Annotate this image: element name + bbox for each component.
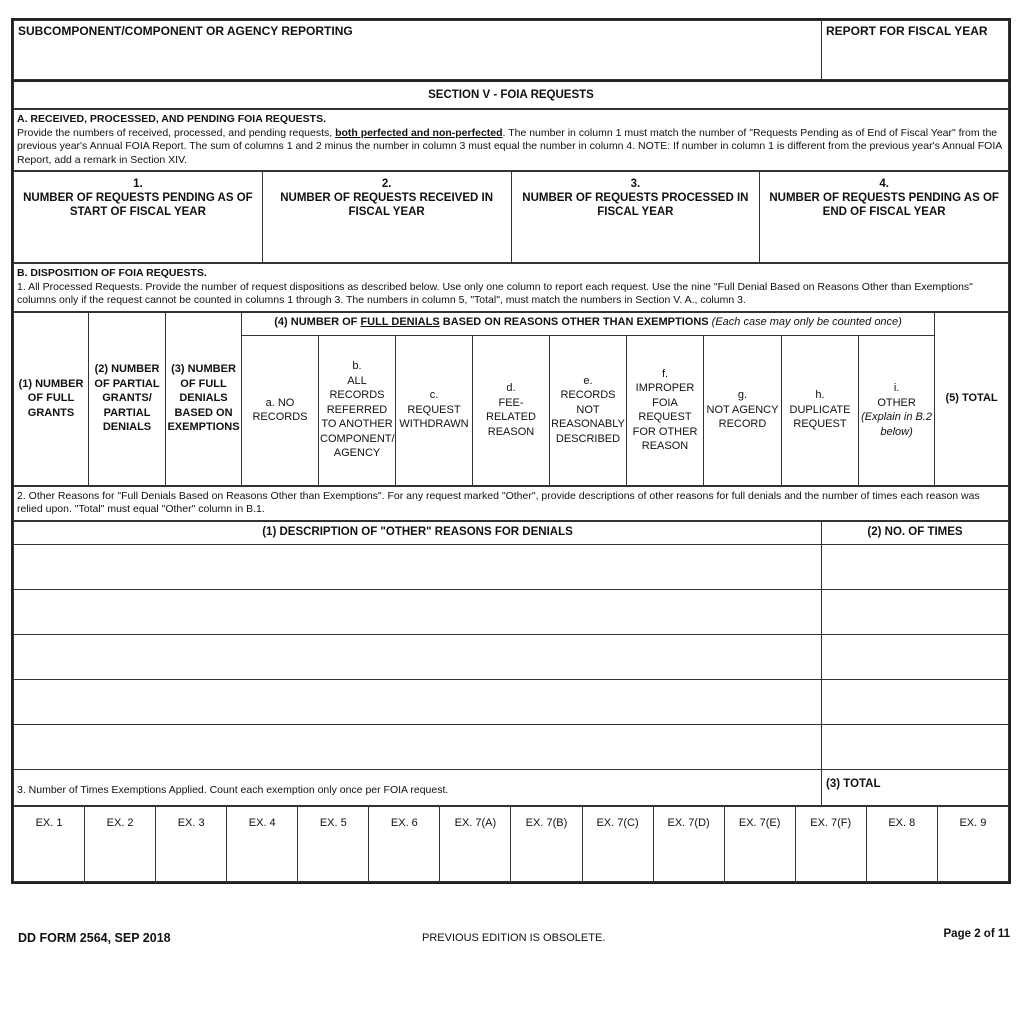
part-a-instructions — [14, 110, 1009, 171]
col-letter: b. — [352, 360, 362, 373]
col-letter: g. — [737, 389, 748, 402]
exemption-label: EX. 1 — [35, 817, 63, 829]
col-letter: e. — [583, 374, 593, 387]
agency-reporting-label: SUBCOMPONENT/COMPONENT OR AGENCY REPORTING — [18, 24, 353, 38]
col-number: 1. — [133, 178, 143, 190]
foia-form — [11, 18, 1011, 884]
col-letter: h. — [815, 389, 825, 402]
col-letter: d. — [506, 382, 516, 394]
reason-description-field[interactable] — [14, 679, 822, 724]
disposition-table — [13, 312, 1009, 486]
exemption-label: EX. 8 — [888, 817, 916, 829]
col-number: 4. — [879, 178, 889, 190]
col-fee-related[interactable] — [473, 335, 550, 485]
page-number: Page 2 of 11 — [943, 928, 1010, 940]
reason-description-field[interactable] — [14, 589, 822, 634]
exemption-cell[interactable] — [298, 807, 369, 882]
col-label: NOT AGENCY RECORD — [706, 403, 779, 431]
part-b3-text: 3. Number of Times Exemptions Applied. Count each exemption only once per FOIA request. — [17, 783, 449, 796]
reason-times-field[interactable] — [822, 724, 1009, 769]
exemption-label: EX. 5 — [319, 817, 347, 829]
exemption-cell[interactable] — [724, 807, 795, 882]
exemption-label: EX. 7(C) — [596, 817, 639, 829]
exemption-cell[interactable] — [440, 807, 511, 882]
reason-times-field[interactable] — [822, 679, 1009, 724]
col-other[interactable] — [859, 335, 935, 485]
part-b-text-1: 1. All Processed Requests. Provide the number of request dispositions as described below. Use only one column to report each request. Use the nine "Full Denial Based on Reasons Other than Exemptions" columns only if the request cannot be counted in columns 1 through 3. The numbers in column 5, "Total", must match the numbers in Section V. A., column 3. — [17, 280, 973, 306]
section-title: SECTION V - FOIA REQUESTS — [14, 81, 1009, 109]
exemption-cell[interactable] — [795, 807, 866, 882]
part-a-columns — [13, 171, 1009, 263]
col-label: (3) NUMBER OF FULL DENIALS BASED ON EXEMPTIONS — [167, 363, 240, 434]
col-label: FEE-RELATED REASON — [486, 396, 536, 438]
exemption-label: EX. 2 — [106, 817, 134, 829]
exemption-cell[interactable] — [511, 807, 582, 882]
col-label: (5) TOTAL — [945, 392, 998, 405]
exemption-cell[interactable] — [653, 807, 724, 882]
exemption-label: EX. 7(A) — [454, 817, 497, 829]
part-b3-instructions — [14, 769, 822, 806]
exemption-label: EX. 7(E) — [738, 817, 781, 829]
other-reasons-table — [13, 521, 1009, 807]
col-not-described[interactable] — [550, 335, 627, 485]
col-number: 2. — [381, 178, 392, 190]
col-label: a. NO RECORDS — [252, 396, 308, 423]
part-a-title: A. RECEIVED, PROCESSED, AND PENDING FOIA REQUESTS. — [17, 113, 327, 125]
total-label: (3) TOTAL — [826, 777, 881, 790]
fiscal-year-field[interactable] — [822, 21, 1009, 80]
times-header: (2) NO. OF TIMES — [822, 521, 1009, 544]
exemption-cell[interactable] — [156, 807, 227, 882]
col-label: NUMBER OF REQUESTS PENDING AS OF START OF FISCAL YEAR — [23, 192, 253, 218]
col-label: RECORDS NOT REASONABLY DESCRIBED — [551, 389, 625, 445]
fiscal-year-label: REPORT FOR FISCAL YEAR — [826, 24, 988, 38]
exemption-label: EX. 9 — [959, 817, 987, 829]
exemption-cell[interactable] — [369, 807, 440, 882]
col-label: NUMBER OF REQUESTS PENDING AS OF END OF FISCAL YEAR — [769, 192, 999, 218]
col-note: (Explain in B.2 below) — [861, 411, 933, 438]
exemptions-table — [13, 806, 1009, 882]
part-a-text-1: Provide the numbers of received, processed, and pending requests, — [17, 126, 336, 139]
col-label: OTHER — [877, 396, 916, 409]
exemption-label: EX. 3 — [177, 817, 205, 829]
col-number: 3. — [630, 178, 641, 190]
reason-description-field[interactable] — [14, 634, 822, 679]
exemption-cell[interactable] — [582, 807, 653, 882]
part-a-text-2: . The number in column 1 must match the number of "Requests Pending as of End of Fiscal Year" from the previous year's Annual FOIA Report. The sum of columns 1 and 2 minus the number in column 3 must equal the number in column 4. NOTE: If number in column 1 is different from the previous year's Annual FOIA Report, add a remark in Section XIV. — [17, 126, 1002, 166]
col-full-grants[interactable] — [14, 312, 89, 485]
col-label: (1) NUMBER OF FULL GRANTS — [18, 377, 84, 419]
col-pending-start[interactable] — [14, 172, 263, 263]
part-a-text-bold: both perfected and non-perfected — [335, 126, 503, 139]
exemption-cell[interactable] — [85, 807, 156, 882]
col-partial-grants[interactable] — [89, 312, 166, 485]
exemption-cell[interactable] — [866, 807, 937, 882]
part-b-title: B. DISPOSITION OF FOIA REQUESTS. — [17, 267, 207, 279]
col-full-denials-exemptions[interactable] — [166, 312, 242, 485]
reason-description-field[interactable] — [14, 724, 822, 769]
exemption-label: EX. 7(B) — [525, 817, 568, 829]
exemption-label: EX. 6 — [390, 817, 418, 829]
col-referred[interactable] — [319, 335, 396, 485]
col-withdrawn[interactable] — [396, 335, 473, 485]
col-letter: c. — [429, 389, 439, 402]
reason-times-field[interactable] — [822, 544, 1009, 589]
col-no-records[interactable] — [242, 335, 319, 485]
reason-times-field[interactable] — [822, 589, 1009, 634]
col-not-agency-record[interactable] — [704, 335, 782, 485]
part-b2-text: 2. Other Reasons for "Full Denials Based on Reasons Other than Exemptions". For any request marked "Other", provide descriptions of other reasons for full denials and the number of times each reason was relied upon. "Total" must equal "Other" column in B.1. — [17, 489, 980, 515]
form-id: DD FORM 2564, SEP 2018 — [18, 931, 171, 945]
col-processed[interactable] — [511, 172, 760, 263]
col-label: (2) NUMBER OF PARTIAL GRANTS/ PARTIAL DENIALS — [94, 363, 160, 434]
total-field[interactable] — [822, 769, 1009, 806]
exemption-cell[interactable] — [227, 807, 298, 882]
col-received[interactable] — [262, 172, 511, 263]
part-b-instructions — [14, 264, 1009, 312]
exemption-label: EX. 7(F) — [810, 817, 852, 829]
exemption-label: EX. 4 — [248, 817, 276, 829]
col-label: REQUEST WITHDRAWN — [399, 403, 469, 431]
agency-reporting-field[interactable] — [14, 21, 822, 80]
col-duplicate[interactable] — [782, 335, 859, 485]
exemption-label: EX. 7(D) — [667, 817, 710, 829]
col-label: NUMBER OF REQUESTS RECEIVED IN FISCAL YEAR — [280, 192, 494, 218]
col-letter: f. — [661, 367, 669, 380]
exemption-cell[interactable] — [14, 807, 85, 882]
part-b2-instructions — [14, 486, 1009, 520]
exemption-cell[interactable] — [937, 807, 1008, 882]
col-improper[interactable] — [627, 335, 704, 485]
reason-description-field[interactable] — [14, 544, 822, 589]
col-letter: i. — [893, 382, 900, 394]
header-table — [13, 20, 1009, 80]
edition-notice: PREVIOUS EDITION IS OBSOLETE. — [422, 932, 606, 944]
col-label: IMPROPER FOIA REQUEST FOR OTHER REASON — [632, 382, 698, 452]
reason-times-field[interactable] — [822, 634, 1009, 679]
full-denials-group-header: (4) NUMBER OF FULL DENIALS BASED ON REASONS OTHER THAN EXEMPTIONS (Each case may only be counted once) — [242, 312, 935, 335]
col-total[interactable] — [935, 312, 1009, 485]
col-pending-end[interactable] — [760, 172, 1009, 263]
description-header: (1) DESCRIPTION OF "OTHER" REASONS FOR DENIALS — [14, 521, 822, 544]
col-label: NUMBER OF REQUESTS PROCESSED IN FISCAL YEAR — [522, 192, 749, 218]
col-label: DUPLICATE REQUEST — [789, 403, 851, 431]
col-label: ALL RECORDS REFERRED TO ANOTHER COMPONENT/ AGENCY — [320, 374, 395, 460]
